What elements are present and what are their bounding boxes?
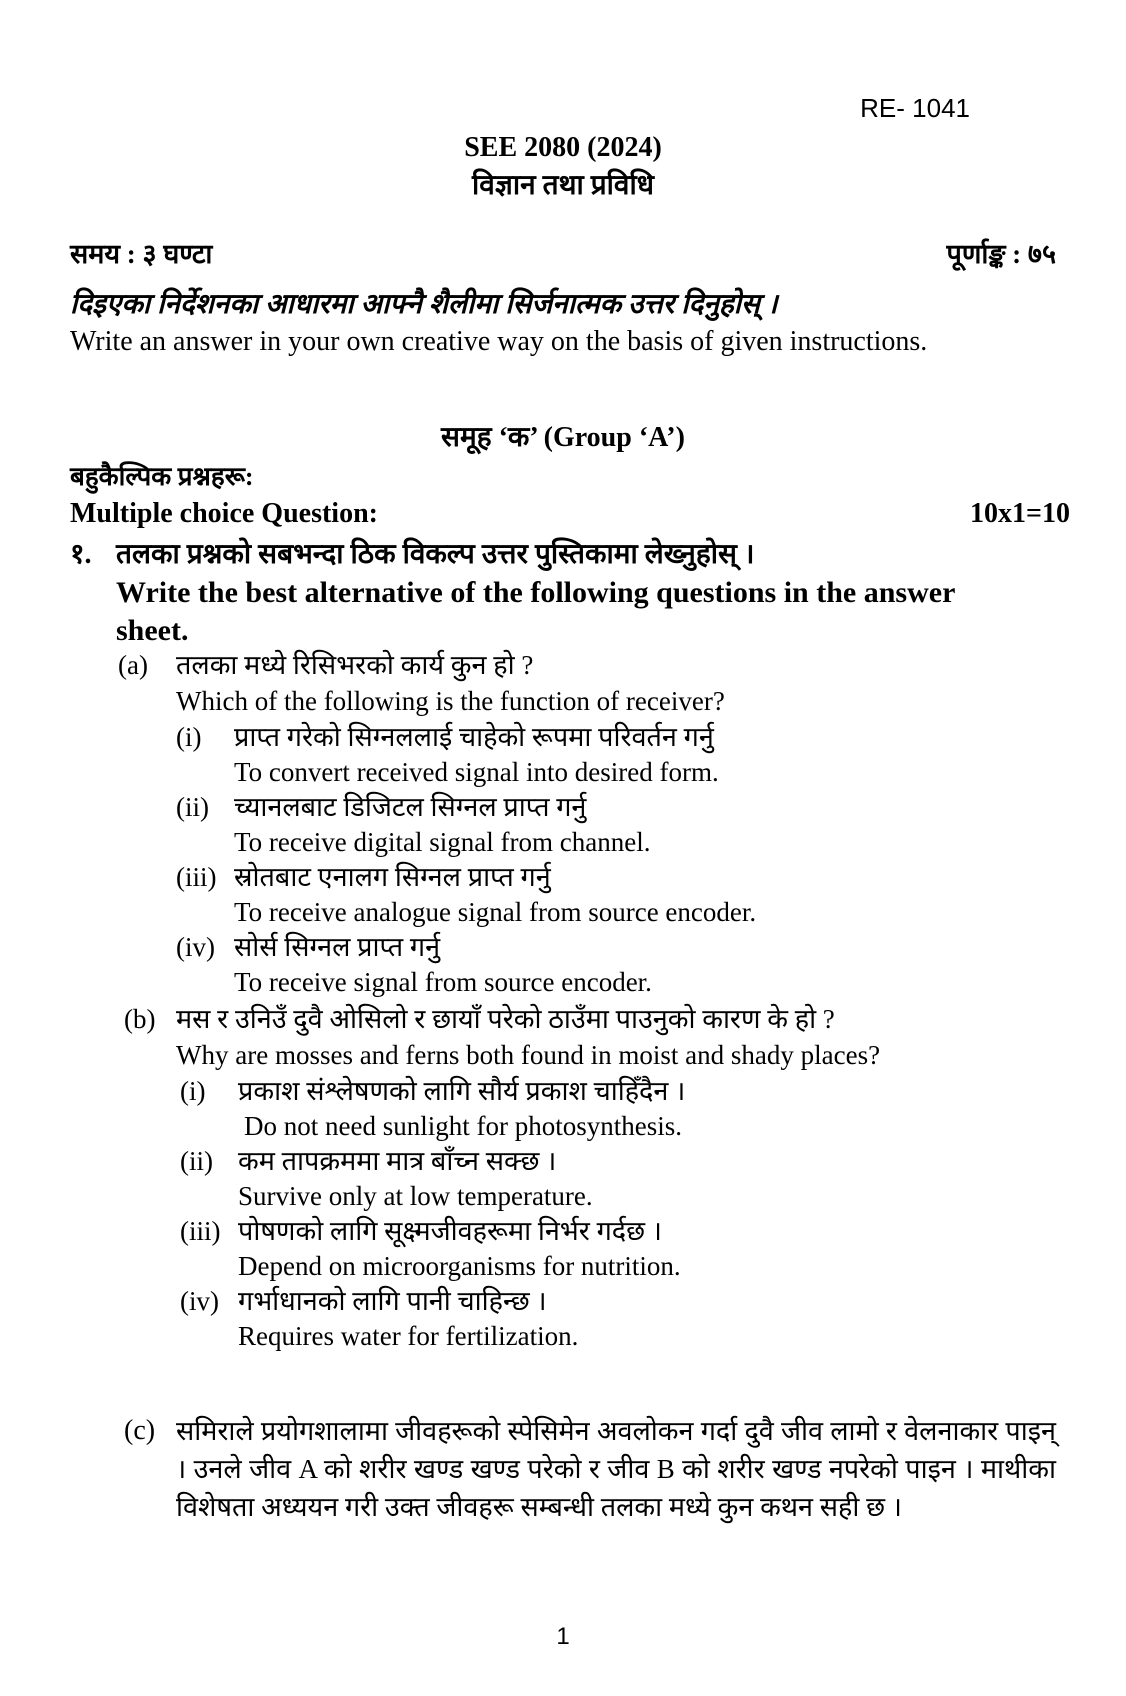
subquestion-text-nepali: समिराले प्रयोगशालामा जीवहरूको स्पेसिमेन अवलोकन गर्दा दुवै जीव लामो र वेलनाकार पाइन् । उनले जीव A को शरीर खण्ड खण्ड परेको र जीव B को शरीर खण्ड नपरेको पाइन । माथीका विशेषता अध्ययन गरी उक्त जीवहरू सम्बन्धी तलका मध्ये कुन कथन सही छ । (176, 1416, 1056, 1522)
mcq-heading-nepali: बहुकैल्पिक प्रश्नहरू: (70, 462, 254, 491)
option-text-english: To receive analogue signal from source encoder. (234, 897, 757, 927)
time-allowed: समय : ३ घण्टा (70, 239, 213, 269)
option-row (176, 790, 586, 824)
exam-code: RE- 1041 (860, 93, 970, 123)
question-1 (70, 536, 1000, 650)
subquestion-c (124, 1412, 1056, 1526)
option-text-english: Requires water for fertilization. (238, 1321, 579, 1351)
option-row (180, 1074, 685, 1108)
option-text-nepali: च्यानलबाट डिजिटल सिग्नल प्राप्त गर्नु (234, 792, 587, 822)
exam-title: SEE 2080 (2024) (464, 132, 662, 163)
option-text-nepali: पोषणको लागि सूक्ष्मजीवहरूमा निर्भर गर्दछ । (238, 1216, 663, 1246)
option-label: (iii) (176, 862, 217, 892)
option-text-nepali: गर्भाधानको लागि पानी चाहिन्छ । (238, 1286, 547, 1316)
subquestion-label: (b) (124, 1004, 156, 1034)
option-text-english: To receive digital signal from channel. (234, 827, 651, 857)
subquestion-text-nepali: तलका मध्ये रिसिभरको कार्य कुन हो ? (176, 650, 534, 680)
subquestion-text-english: Which of the following is the function of receiver? (176, 686, 725, 716)
option-text-english: To receive signal from source encoder. (234, 967, 652, 997)
option-label: (ii) (176, 792, 209, 822)
option-text-english: Depend on microorganisms for nutrition. (238, 1251, 681, 1281)
option-text-english: Do not need sunlight for photosynthesis. (244, 1111, 682, 1141)
option-label: (i) (176, 722, 202, 752)
option-label: (iv) (180, 1286, 219, 1316)
full-marks: पूर्णाङ्क : ७५ (946, 239, 1056, 269)
option-text-nepali: कम तापक्रममा मात्र बाँच्न सक्छ । (238, 1146, 557, 1176)
option-label: (i) (180, 1076, 206, 1106)
subquestion-row (118, 648, 533, 682)
option-text-nepali: प्राप्त गरेको सिग्नललाई चाहेको रूपमा परिवर्तन गर्नु (234, 722, 714, 752)
mcq-marks: 10x1=10 (970, 498, 1070, 529)
instruction-english: Write an answer in your own creative way on the basis of given instructions. (70, 326, 928, 357)
instruction-nepali: दिइएका निर्देशनका आधारमा आफ्नै शैलीमा सिर्जनात्मक उत्तर दिनुहोस् । (70, 289, 778, 320)
subquestion-label: (c) (124, 1415, 156, 1446)
option-row (176, 930, 440, 964)
mcq-heading-english: Multiple choice Question: (70, 498, 378, 529)
meta-row (70, 236, 1056, 272)
option-label: (iv) (176, 932, 215, 962)
option-row (176, 720, 714, 754)
subquestion-label: (a) (118, 650, 148, 680)
option-text-nepali: स्रोतबाट एनालग सिग्नल प्राप्त गर्नु (234, 862, 551, 892)
question-number: १. (70, 539, 92, 570)
page-number: 1 (556, 1623, 570, 1650)
option-text-nepali: सोर्स सिग्नल प्राप्त गर्नु (234, 932, 441, 962)
question-instruction-english: Write the best alternative of the following questions in the answer sheet. (116, 576, 955, 647)
option-row (176, 860, 551, 894)
option-label: (iii) (180, 1216, 221, 1246)
option-text-english: To convert received signal into desired form. (234, 757, 719, 787)
subquestion-row (124, 1002, 835, 1036)
mcq-row (70, 496, 1070, 532)
question-body (116, 536, 1000, 650)
subquestion-text-english: Why are mosses and ferns both found in moist and shady places? (176, 1040, 881, 1070)
option-row (180, 1144, 556, 1178)
question-instruction-nepali: तलका प्रश्नको सबभन्दा ठिक विकल्प उत्तर पुस्तिकामा लेख्नुहोस् । (116, 539, 755, 570)
group-title: समूह ‘क’ (Group ‘A’) (441, 422, 685, 453)
option-row (180, 1214, 662, 1248)
option-text-nepali: प्रकाश संश्लेषणको लागि सौर्य प्रकाश चाहिँदैन । (238, 1076, 686, 1106)
option-text-english: Survive only at low temperature. (238, 1181, 593, 1211)
subquestion-text-nepali: मस र उनिउँ दुवै ओसिलो र छायाँ परेको ठाउँमा पाउनुको कारण के हो ? (176, 1004, 835, 1034)
option-label: (ii) (180, 1146, 213, 1176)
subject-title: विज्ञान तथा प्रविधि (472, 170, 654, 201)
option-row (180, 1284, 547, 1318)
